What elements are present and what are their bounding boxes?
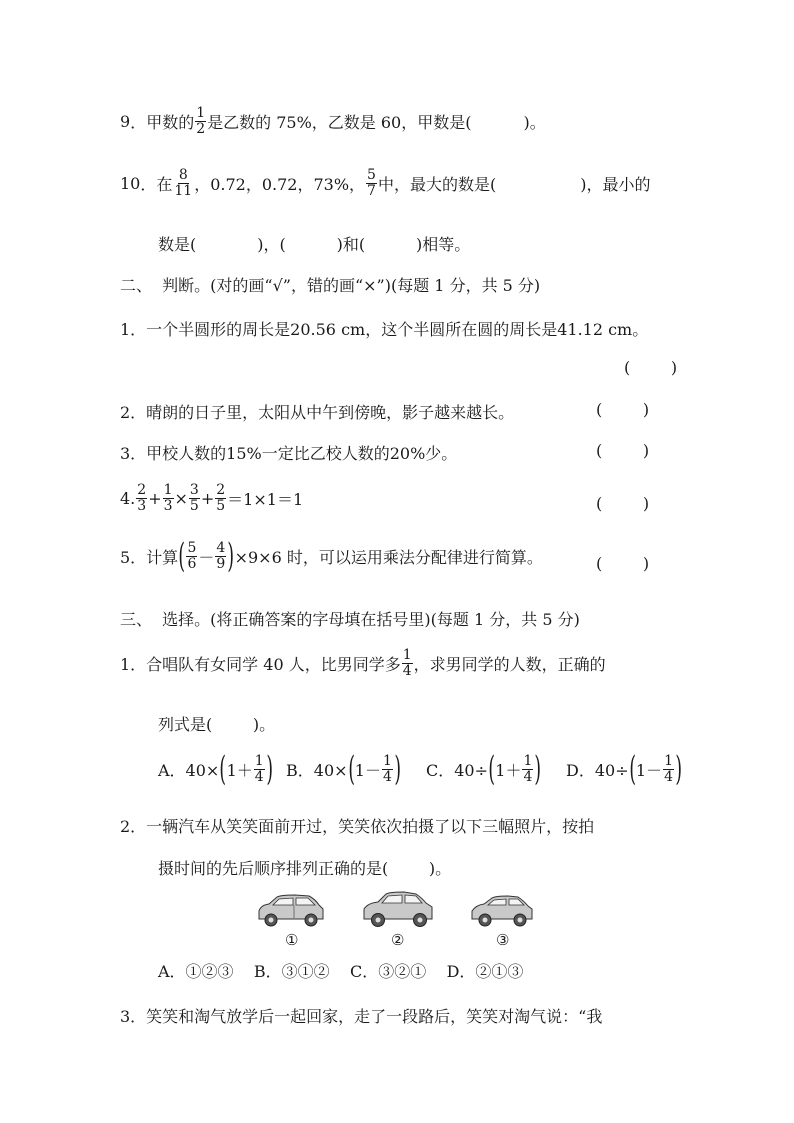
fraction: $\frac{1}{3}$ (163, 482, 173, 514)
choice-2-line2: 摄时间的先后顺序排列正确的是( )。 (158, 859, 452, 878)
option-a[interactable]: A．40× ( 1＋ $\frac{1}{4}$ ) (158, 749, 273, 789)
option-c[interactable]: C．40÷ ( 1＋ $\frac{1}{4}$ ) (426, 749, 542, 789)
answer-blank[interactable]: ( ) (596, 554, 650, 573)
fraction: $\frac{5}{7}$ (367, 167, 376, 199)
judge-5: 5．计算 ( $\frac{5}{6}$ － $\frac{4}{9}$ ) ×9×6 时，可以运用乘法分配律进行简算。 (120, 536, 543, 576)
car-photo-1 (255, 893, 327, 929)
choice-1: 1．合唱队有女同学 40 人，比男同学多 $\frac{1}{4}$ ，求男同学的人数，正确的 (120, 647, 606, 679)
photo-label: ③ (496, 931, 510, 949)
option-b[interactable]: B．40× ( 1－ $\frac{1}{4}$ ) (286, 749, 401, 789)
judge-1: 1．一个半圆形的周长是20.56 cm，这个半圆所在圆的周长是41.12 cm。 (120, 320, 649, 339)
section-heading: 三、 选择。(将正确答案的字母填在括号里)(每题 1 分，共 5 分) (120, 610, 580, 629)
question-9: 9 ． 甲数的 $\frac{1}{2}$ 是乙数的 75%，乙数是 60，甲数是( )。 (120, 105, 546, 137)
fraction: $\frac{8}{11}$ (174, 167, 193, 199)
photo-label: ① (285, 931, 299, 949)
choice-2-options[interactable]: A．①②③ B．③①② C．③②① D．②①③ (158, 962, 524, 981)
choice-1-line2: 列式是( )。 (158, 715, 276, 734)
choice-1-options (158, 749, 682, 789)
judge-4: 4. $\frac{2}{3}$ + $\frac{1}{3}$ × $\frac{3}{5}$ + $\frac{2}{5}$ ＝1×1＝1 (120, 482, 304, 514)
fraction: $\frac{1}{2}$ (196, 105, 206, 137)
car-photo-3 (468, 893, 536, 929)
answer-blank[interactable]: ( ) (596, 400, 650, 419)
photo-label: ② (391, 931, 405, 949)
judge-2: 2．晴朗的日子里，太阳从中午到傍晚，影子越来越长。 (120, 403, 515, 422)
option-d[interactable]: D．40÷ ( 1－ $\frac{1}{4}$ ) (566, 749, 682, 789)
number-list: ，0.72，0.72，73%， (194, 174, 366, 194)
fraction: $\frac{3}{5}$ (189, 482, 199, 514)
answer-blank[interactable]: ( ) (596, 494, 650, 513)
fraction: $\frac{5}{6}$ (187, 539, 197, 572)
car-photo-2 (360, 889, 436, 929)
question-10-line2: 数是( )，( )和( )相等。 (158, 235, 471, 254)
choice-2: 2．一辆汽车从笑笑面前开过，笑笑依次拍摄了以下三幅照片，按拍 (120, 817, 595, 836)
question-10: 10 ． 在 $\frac{8}{11}$ ，0.72，0.72，73%， $\frac{5}{7}$ 中，最大的数是( )，最小的 (120, 167, 651, 199)
fraction: $\frac{2}{3}$ (137, 482, 147, 514)
fraction: $\frac{2}{5}$ (216, 482, 226, 514)
section-heading: 二、 判断。(对的画“√”，错的画“×”)(每题 1 分，共 5 分) (120, 276, 541, 295)
judge-3: 3．甲校人数的15%一定比乙校人数的20%少。 (120, 444, 458, 463)
choice-3: 3．笑笑和淘气放学后一起回家，走了一段路后，笑笑对淘气说：“我 (120, 1007, 603, 1026)
answer-blank[interactable]: ( ) (624, 358, 678, 377)
answer-blank[interactable]: ( ) (596, 441, 650, 460)
fraction: $\frac{4}{9}$ (216, 539, 226, 572)
fraction: $\frac{1}{4}$ (402, 647, 412, 679)
